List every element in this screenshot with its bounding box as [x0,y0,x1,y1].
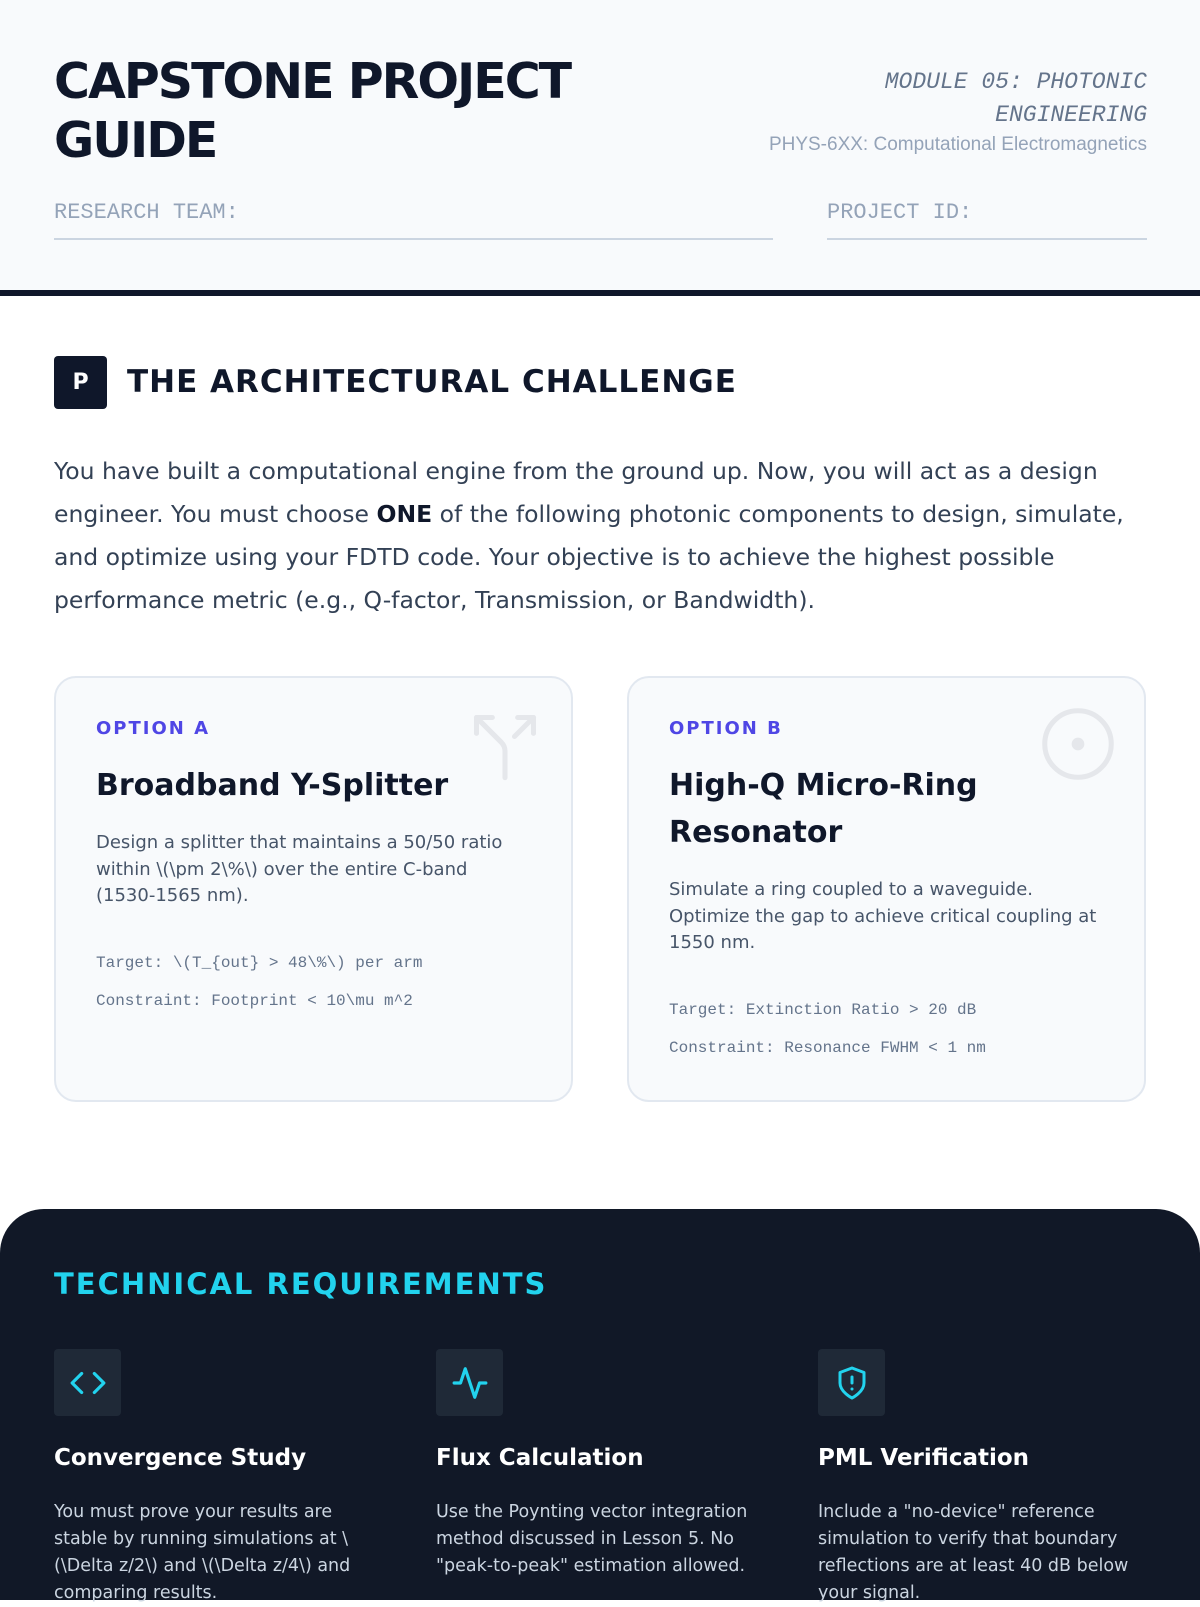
research-team-field[interactable] [54,200,773,240]
requirement-convergence [54,1349,374,1603]
requirement-pml [818,1349,1138,1603]
option-constraint: Constraint: Footprint < 10\mu m^2 [96,992,413,1010]
option-title: Broadband Y-Splitter [96,768,449,803]
technical-requirements-panel [0,1209,1200,1603]
requirement-text: Use the Poynting vector integration method discussed in Lesson 5. No "peak-to-peak" estimation allowed. [436,1502,748,1576]
page-header [0,0,1200,296]
requirement-text: You must prove your results are stable by running simulations at \(\Delta z/2\) and \(\Delta z/4\) and comparing results. [54,1502,351,1603]
option-label: OPTION A [96,718,211,739]
intro-text-start: You have built a computational engine from the ground up. Now, you will act as a design engineer. You must choose [54,457,1098,528]
option-description: Simulate a ring coupled to a waveguide. Optimize the gap to achieve critical coupling at 1550 nm. [669,879,1097,953]
intro-emphasis: ONE [376,500,433,528]
pulse-icon [436,1349,503,1416]
option-title: High-Q Micro-Ring Resonator [669,768,978,850]
section-badge: P [54,356,107,409]
requirement-title: Flux Calculation [436,1445,644,1471]
technical-requirements-title: TECHNICAL REQUIREMENTS [54,1267,548,1301]
module-label: MODULE 05: PHOTONIC ENGINEERING [884,69,1147,128]
requirement-text: Include a "no-device" reference simulation to verify that boundary reflections are at least 40 dB below your signal. [818,1502,1129,1603]
option-target: Target: \(T_{out} > 48\%\) per arm [96,954,423,972]
shield-alert-icon [818,1349,885,1416]
research-team-label: RESEARCH TEAM: [54,200,239,225]
requirement-title: Convergence Study [54,1445,307,1471]
option-description: Design a splitter that maintains a 50/50 ratio within \(\pm 2\%\) over the entire C-band (1530-1565 nm). [96,832,503,906]
intro-text-end: of the following photonic components to design, simulate, and optimize using your FDTD code. Your objective is to achieve the highest possible performance metric (e.g., Q-factor, Transmission, or Bandwidth). [54,500,1124,614]
section-title: THE ARCHITECTURAL CHALLENGE [127,364,737,400]
option-target: Target: Extinction Ratio > 20 dB [669,1001,977,1019]
project-id-label: PROJECT ID: [827,200,973,225]
course-label: PHYS-6XX: Computational Electromagnetics [768,134,1147,155]
intro-paragraph [54,450,1154,622]
option-label: OPTION B [669,718,783,739]
option-card-b[interactable] [627,676,1146,1102]
option-card-a[interactable] [54,676,573,1102]
page-title: CAPSTONE PROJECT GUIDE [54,53,571,169]
requirement-title: PML Verification [818,1445,1030,1471]
project-id-field[interactable] [827,200,1147,240]
option-constraint: Constraint: Resonance FWHM < 1 nm [669,1039,986,1057]
requirement-flux [436,1349,756,1576]
code-brackets-icon [54,1349,121,1416]
